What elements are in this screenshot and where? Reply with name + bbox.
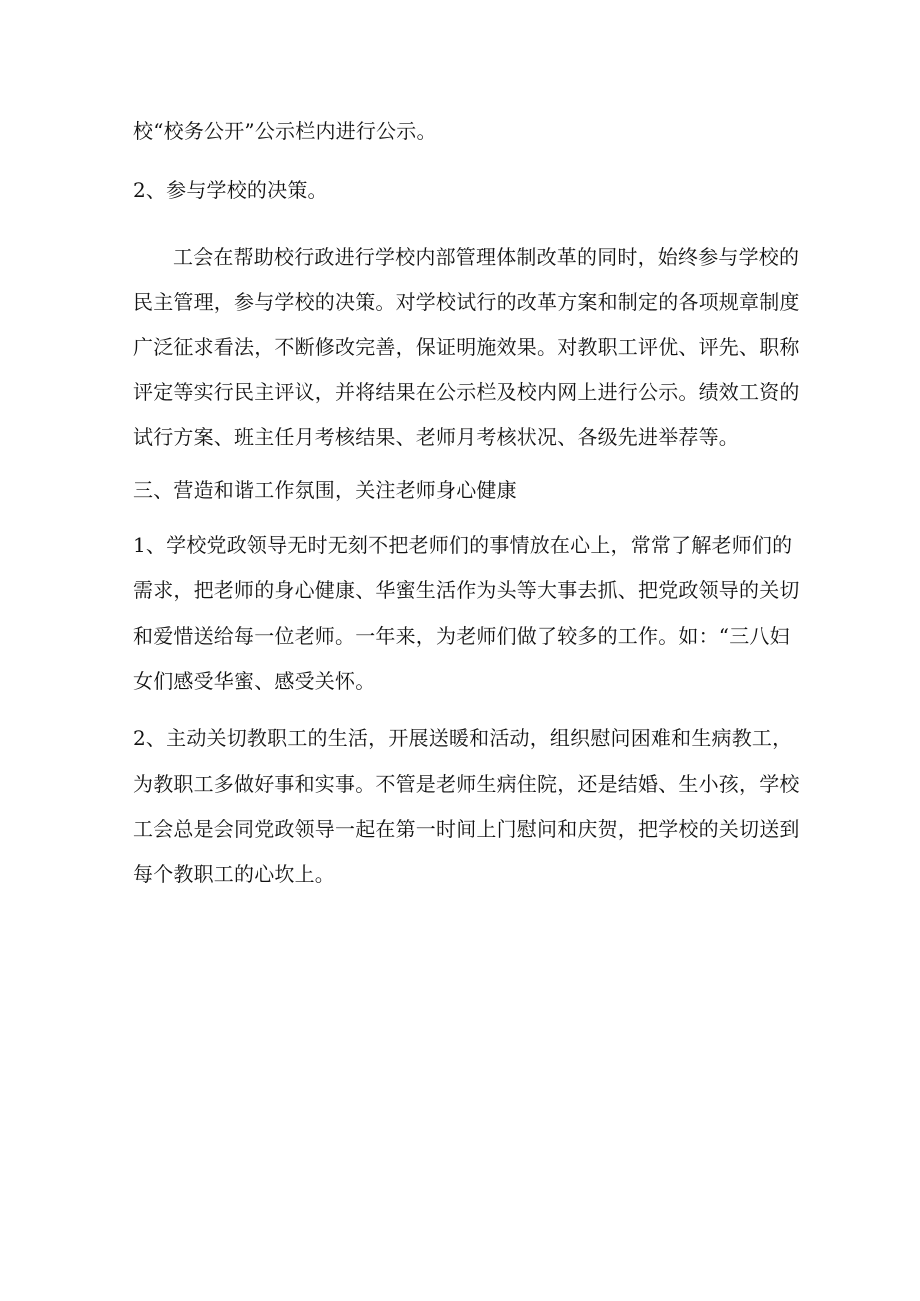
text-line: 评定等实行民主评议，并将结果在公示栏及校内网上进行公示。绩效工资的 bbox=[133, 380, 800, 404]
text-line: 校“校务公开”公示栏内进行公示。 bbox=[133, 119, 437, 143]
text-line: 女们感受华蜜、感受关怀。 bbox=[133, 669, 376, 693]
text-line: 为教职工多做好事和实事。不管是老师生病住院，还是结婚、生小孩，学校 bbox=[133, 772, 800, 796]
text-line: 1、学校党政领导无时无刻不把老师们的事情放在心上，常常了解老师们的 bbox=[133, 533, 793, 557]
text-line: 和爱惜送给每一位老师。一年来，为老师们做了较多的工作。如：“三八妇 bbox=[133, 624, 790, 648]
text-line: 广泛征求看法，不断修改完善，保证明施效果。对教职工评优、评先、职称 bbox=[133, 335, 800, 359]
text-line: 2、主动关切教职工的生活，开展送暖和活动，组织慰问困难和生病教工， bbox=[133, 726, 793, 750]
text-line: 需求，把老师的身心健康、华蜜生活作为头等大事去抓、把党政领导的关切 bbox=[133, 578, 800, 602]
text-line: 工会总是会同党政领导一起在第一时间上门慰问和庆贺，把学校的关切送到 bbox=[133, 817, 800, 841]
section-heading: 2、参与学校的决策。 bbox=[133, 178, 328, 202]
text-line: 每个教职工的心坎上。 bbox=[133, 862, 335, 886]
text-line: 工会在帮助校行政进行学校内部管理体制改革的同时，始终参与学校的 bbox=[173, 245, 800, 269]
text-line: 试行方案、班主任月考核结果、老师月考核状况、各级先进举荐等。 bbox=[133, 425, 739, 449]
section-heading: 三、营造和谐工作氛围，关注老师身心健康 bbox=[133, 478, 517, 502]
text-line: 民主管理，参与学校的决策。对学校试行的改革方案和制定的各项规章制度 bbox=[133, 290, 800, 314]
